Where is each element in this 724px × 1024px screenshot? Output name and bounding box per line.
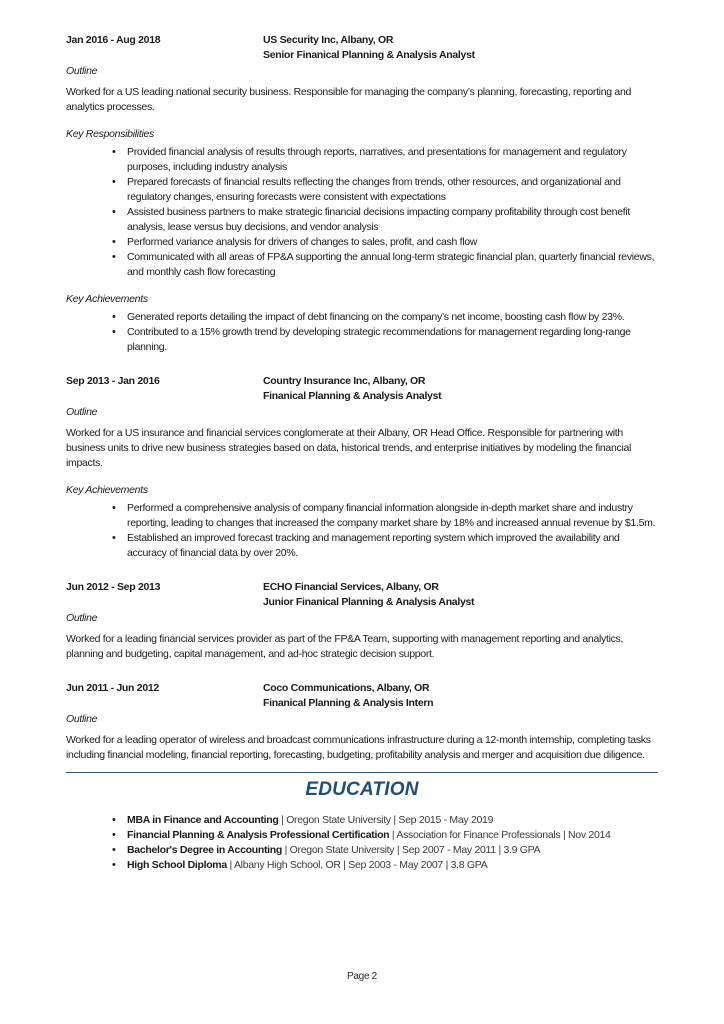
job-header (66, 33, 658, 63)
job-entry-2 (66, 374, 658, 561)
degree-details: | Association for Finance Professionals | Nov 2014 (389, 829, 611, 841)
degree-name: High School Diploma (127, 859, 227, 871)
job-title: Finanical Planning & Analysis Intern (263, 697, 434, 709)
education-item (127, 828, 658, 843)
outline-label: Outline (66, 406, 98, 418)
responsibility-item: • Prepared forecasts of financial results reflecting the changes from trends, other resources, and organizational and regulatory changes, ensuring forecasts were consistent with expectations (127, 175, 658, 205)
job-title: Senior Finanical Planning & Analysis Analyst (263, 49, 475, 61)
achievement-item: • Established an improved forecast tracking and management reporting system which improved the availability and accuracy of financial data by over 20%. (127, 531, 658, 561)
job-title: Finanical Planning & Analysis Analyst (263, 390, 442, 402)
education-list (66, 813, 658, 873)
responsibilities-list (66, 145, 658, 280)
achievements-label: Key Achievements (66, 484, 148, 496)
degree-name: Bachelor's Degree in Accounting (127, 844, 283, 856)
responsibility-item: • Performed variance analysis for drivers of changes to sales, profit, and cash flow (127, 235, 658, 250)
job-outline-text: Worked for a US insurance and financial services conglomerate at their Albany, OR Head Office. Responsible for partnering with business units to drive new business strategies based on data, historical trends, and enterprise initiatives by modeling the financial impacts. (66, 427, 632, 469)
job-company: Coco Communications, Albany, OR (263, 682, 430, 694)
job-company-block (263, 580, 474, 610)
degree-details: | Oregon State University | Sep 2015 - May 2019 (278, 814, 494, 826)
job-company: US Security Inc, Albany, OR (263, 34, 394, 46)
education-item (127, 858, 658, 873)
achievements-list (66, 310, 658, 355)
education-item (127, 813, 658, 828)
job-dates: Jun 2012 - Sep 2013 (66, 581, 161, 593)
job-company-block (263, 681, 433, 711)
outline-label: Outline (66, 713, 98, 725)
outline-label: Outline (66, 612, 98, 624)
degree-name: Financial Planning & Analysis Professional Certification (127, 829, 390, 841)
job-entry-3 (66, 580, 658, 662)
job-header (66, 374, 658, 404)
job-company: ECHO Financial Services, Albany, OR (263, 581, 439, 593)
achievement-item: • Generated reports detailing the impact of debt financing on the company’s net income, boosting cash flow by 23%. (127, 310, 658, 325)
degree-details: | Oregon State University | Sep 2007 - May 2011 | 3.9 GPA (282, 844, 541, 856)
responsibility-item: • Assisted business partners to make strategic financial decisions impacting company profitability through cost benefit analysis, lease versus buy decisions, and vendor analysis (127, 205, 658, 235)
job-header (66, 580, 658, 610)
job-header (66, 681, 658, 711)
job-outline-text: Worked for a leading operator of wireless and broadcast communications infrastructure during a 12-month internship, completing tasks including financial modeling, financial reporting, forecasting, budgeting, profitability analysis and merger and acquisition due diligence. (66, 734, 651, 761)
responsibilities-label: Key Responsibilities (66, 128, 154, 140)
job-entry-4 (66, 681, 658, 763)
job-company: Country Insurance Inc, Albany, OR (263, 375, 426, 387)
job-outline-text: Worked for a leading financial services provider as part of the FP&A Team, supporting with management reporting and analytics, planning and budgeting, capital management, and ad-hoc strategic decision support. (66, 633, 624, 660)
section-divider (66, 772, 658, 773)
page-number: Page 2 (347, 971, 377, 982)
degree-details: | Albany High School, OR | Sep 2003 - May 2007 | 3.8 GPA (226, 859, 488, 871)
outline-label: Outline (66, 65, 98, 77)
achievement-item: • Performed a comprehensive analysis of company financial information alongside in-depth market share and industry reporting, leading to changes that increased the company market share by 18% and increased annual revenue by $1.5m. (127, 501, 658, 531)
job-company-block (263, 33, 475, 63)
job-company-block (263, 374, 441, 404)
job-title: Junior Finanical Planning & Analysis Analyst (263, 596, 475, 608)
achievement-item: • Contributed to a 15% growth trend by developing strategic recommendations for management regarding long-range planning. (127, 325, 658, 355)
degree-name: MBA in Finance and Accounting (127, 814, 279, 826)
job-dates: Sep 2013 - Jan 2016 (66, 375, 160, 387)
education-heading: EDUCATION (305, 779, 419, 800)
responsibility-item: • Communicated with all areas of FP&A supporting the annual long-term strategic financial plan, quarterly financial reviews, and monthly cash flow forecasting (127, 250, 658, 280)
achievements-list (66, 501, 658, 561)
achievements-label: Key Achievements (66, 293, 148, 305)
responsibility-item: • Provided financial analysis of results through reports, narratives, and presentations for management and regulatory purposes, including industry analysis (127, 145, 658, 175)
job-entry-1 (66, 33, 658, 355)
job-dates: Jun 2011 - Jun 2012 (66, 682, 159, 694)
education-item (127, 843, 658, 858)
job-outline-text: Worked for a US leading national security business. Responsible for managing the company’s planning, forecasting, reporting and analytics processes. (66, 86, 632, 113)
job-dates: Jan 2016 - Aug 2018 (66, 34, 161, 46)
